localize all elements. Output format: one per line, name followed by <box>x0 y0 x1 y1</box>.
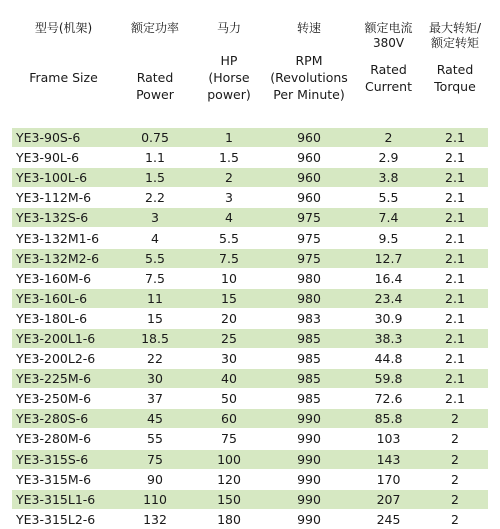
cell-power: 132 <box>115 509 195 529</box>
cell-current: 38.3 <box>355 328 422 348</box>
header-row-chinese <box>12 21 488 51</box>
header-rpm-en-line3: Per Minute) <box>273 87 345 102</box>
cell-current: 103 <box>355 429 422 449</box>
cell-rpm: 960 <box>263 128 355 148</box>
header-power-en <box>115 51 195 128</box>
spec-table-container <box>12 21 488 529</box>
header-hp-zh: 马力 <box>216 21 241 35</box>
cell-torque: 2.1 <box>422 248 488 268</box>
cell-torque: 2 <box>422 509 488 529</box>
cell-current: 44.8 <box>355 349 422 369</box>
cell-power: 22 <box>115 349 195 369</box>
cell-power: 7.5 <box>115 268 195 288</box>
cell-model: YE3-280S-6 <box>12 409 115 429</box>
table-row <box>12 489 488 509</box>
header-current-zh <box>355 21 422 51</box>
cell-power: 37 <box>115 389 195 409</box>
cell-hp: 3 <box>195 188 263 208</box>
header-hp-en-line3: power) <box>207 87 251 102</box>
table-row <box>12 268 488 288</box>
cell-hp: 30 <box>195 349 263 369</box>
cell-hp: 120 <box>195 469 263 489</box>
cell-current: 12.7 <box>355 248 422 268</box>
cell-model: YE3-315L2-6 <box>12 509 115 529</box>
cell-torque: 2 <box>422 469 488 489</box>
cell-hp: 10 <box>195 268 263 288</box>
cell-rpm: 990 <box>263 429 355 449</box>
cell-torque: 2.1 <box>422 208 488 228</box>
cell-current: 143 <box>355 449 422 469</box>
cell-torque: 2.1 <box>422 168 488 188</box>
cell-rpm: 975 <box>263 208 355 228</box>
header-torque-en-line2: Torque <box>434 79 476 94</box>
cell-rpm: 975 <box>263 228 355 248</box>
cell-model: YE3-200L2-6 <box>12 349 115 369</box>
header-current-zh-line2: 380V <box>372 36 405 50</box>
header-hp-en <box>195 51 263 128</box>
cell-current: 170 <box>355 469 422 489</box>
cell-current: 16.4 <box>355 268 422 288</box>
table-row <box>12 148 488 168</box>
cell-power: 4 <box>115 228 195 248</box>
cell-model: YE3-112M-6 <box>12 188 115 208</box>
cell-hp: 100 <box>195 449 263 469</box>
cell-hp: 1.5 <box>195 148 263 168</box>
motor-spec-table <box>12 21 488 529</box>
cell-hp: 2 <box>195 168 263 188</box>
table-row <box>12 369 488 389</box>
cell-torque: 2 <box>422 409 488 429</box>
header-rpm-en <box>263 51 355 128</box>
cell-model: YE3-180L-6 <box>12 308 115 328</box>
cell-torque: 2.1 <box>422 349 488 369</box>
header-rpm-zh: 转速 <box>296 21 321 35</box>
header-current-zh-line1: 额定电流 <box>364 21 413 35</box>
cell-hp: 5.5 <box>195 228 263 248</box>
cell-current: 2.9 <box>355 148 422 168</box>
cell-hp: 4 <box>195 208 263 228</box>
cell-power: 0.75 <box>115 128 195 148</box>
header-torque-zh-line1: 最大转矩/ <box>428 21 482 35</box>
cell-power: 18.5 <box>115 328 195 348</box>
cell-torque: 2 <box>422 429 488 449</box>
table-row <box>12 168 488 188</box>
cell-power: 11 <box>115 288 195 308</box>
cell-rpm: 960 <box>263 148 355 168</box>
cell-hp: 75 <box>195 429 263 449</box>
table-row <box>12 449 488 469</box>
cell-model: YE3-160M-6 <box>12 268 115 288</box>
cell-current: 9.5 <box>355 228 422 248</box>
cell-rpm: 985 <box>263 369 355 389</box>
table-row <box>12 188 488 208</box>
cell-torque: 2.1 <box>422 148 488 168</box>
cell-rpm: 960 <box>263 188 355 208</box>
table-row <box>12 128 488 148</box>
cell-torque: 2.1 <box>422 228 488 248</box>
cell-torque: 2.1 <box>422 308 488 328</box>
cell-power: 45 <box>115 409 195 429</box>
cell-rpm: 990 <box>263 469 355 489</box>
header-current-en-line2: Current <box>365 79 412 94</box>
header-row-english <box>12 51 488 128</box>
cell-current: 207 <box>355 489 422 509</box>
cell-current: 245 <box>355 509 422 529</box>
table-row <box>12 328 488 348</box>
header-power-en-line1: Rated <box>136 70 174 85</box>
cell-torque: 2.1 <box>422 128 488 148</box>
cell-model: YE3-280M-6 <box>12 429 115 449</box>
cell-hp: 50 <box>195 389 263 409</box>
cell-torque: 2 <box>422 449 488 469</box>
cell-hp: 15 <box>195 288 263 308</box>
header-rpm-en-line1: RPM <box>295 53 323 68</box>
cell-hp: 40 <box>195 369 263 389</box>
cell-power: 55 <box>115 429 195 449</box>
cell-torque: 2.1 <box>422 268 488 288</box>
table-row <box>12 208 488 228</box>
header-torque-en <box>422 51 488 128</box>
cell-hp: 7.5 <box>195 248 263 268</box>
cell-rpm: 990 <box>263 509 355 529</box>
header-torque-zh <box>422 21 488 51</box>
cell-current: 30.9 <box>355 308 422 328</box>
cell-torque: 2.1 <box>422 389 488 409</box>
table-row <box>12 349 488 369</box>
table-row <box>12 389 488 409</box>
cell-model: YE3-132M2-6 <box>12 248 115 268</box>
cell-model: YE3-100L-6 <box>12 168 115 188</box>
table-row <box>12 288 488 308</box>
header-current-en-line1: Rated <box>370 62 407 77</box>
header-power-zh: 额定功率 <box>130 21 179 35</box>
cell-current: 5.5 <box>355 188 422 208</box>
table-row <box>12 509 488 529</box>
cell-current: 85.8 <box>355 409 422 429</box>
cell-current: 23.4 <box>355 288 422 308</box>
header-torque-zh-line2: 额定转矩 <box>430 36 479 50</box>
cell-model: YE3-225M-6 <box>12 369 115 389</box>
cell-rpm: 985 <box>263 349 355 369</box>
cell-power: 110 <box>115 489 195 509</box>
cell-power: 15 <box>115 308 195 328</box>
table-row <box>12 429 488 449</box>
cell-rpm: 960 <box>263 168 355 188</box>
cell-torque: 2.1 <box>422 288 488 308</box>
cell-model: YE3-315S-6 <box>12 449 115 469</box>
cell-hp: 25 <box>195 328 263 348</box>
cell-power: 1.5 <box>115 168 195 188</box>
cell-rpm: 990 <box>263 449 355 469</box>
cell-rpm: 975 <box>263 248 355 268</box>
cell-model: YE3-90S-6 <box>12 128 115 148</box>
cell-current: 2 <box>355 128 422 148</box>
cell-model: YE3-315M-6 <box>12 469 115 489</box>
table-row <box>12 228 488 248</box>
header-torque-en-line1: Rated <box>436 62 474 77</box>
cell-model: YE3-200L1-6 <box>12 328 115 348</box>
cell-power: 3 <box>115 208 195 228</box>
table-row <box>12 409 488 429</box>
cell-rpm: 990 <box>263 489 355 509</box>
cell-current: 72.6 <box>355 389 422 409</box>
cell-model: YE3-90L-6 <box>12 148 115 168</box>
cell-hp: 60 <box>195 409 263 429</box>
cell-rpm: 985 <box>263 328 355 348</box>
cell-power: 1.1 <box>115 148 195 168</box>
cell-power: 5.5 <box>115 248 195 268</box>
cell-current: 3.8 <box>355 168 422 188</box>
header-frame-en: Frame Size <box>29 70 98 85</box>
cell-hp: 20 <box>195 308 263 328</box>
cell-current: 59.8 <box>355 369 422 389</box>
cell-rpm: 983 <box>263 308 355 328</box>
table-row <box>12 308 488 328</box>
cell-hp: 180 <box>195 509 263 529</box>
header-power-en-line2: Power <box>136 87 174 102</box>
header-hp-en-line2: (Horse <box>208 70 250 85</box>
table-row <box>12 469 488 489</box>
cell-hp: 1 <box>195 128 263 148</box>
cell-model: YE3-315L1-6 <box>12 489 115 509</box>
cell-model: YE3-250M-6 <box>12 389 115 409</box>
cell-torque: 2.1 <box>422 369 488 389</box>
cell-rpm: 990 <box>263 409 355 429</box>
cell-power: 30 <box>115 369 195 389</box>
cell-rpm: 980 <box>263 268 355 288</box>
cell-rpm: 985 <box>263 389 355 409</box>
cell-current: 7.4 <box>355 208 422 228</box>
cell-torque: 2.1 <box>422 188 488 208</box>
cell-torque: 2.1 <box>422 328 488 348</box>
header-rpm-en-line2: (Revolutions <box>270 70 348 85</box>
cell-model: YE3-160L-6 <box>12 288 115 308</box>
table-body <box>12 128 488 529</box>
cell-power: 90 <box>115 469 195 489</box>
header-current-en <box>355 51 422 128</box>
cell-hp: 150 <box>195 489 263 509</box>
table-row <box>12 248 488 268</box>
cell-power: 2.2 <box>115 188 195 208</box>
cell-torque: 2 <box>422 489 488 509</box>
cell-model: YE3-132M1-6 <box>12 228 115 248</box>
header-frame-zh: 型号(机架) <box>34 21 93 35</box>
cell-model: YE3-132S-6 <box>12 208 115 228</box>
cell-power: 75 <box>115 449 195 469</box>
cell-rpm: 980 <box>263 288 355 308</box>
header-hp-en-line1: HP <box>220 53 238 68</box>
